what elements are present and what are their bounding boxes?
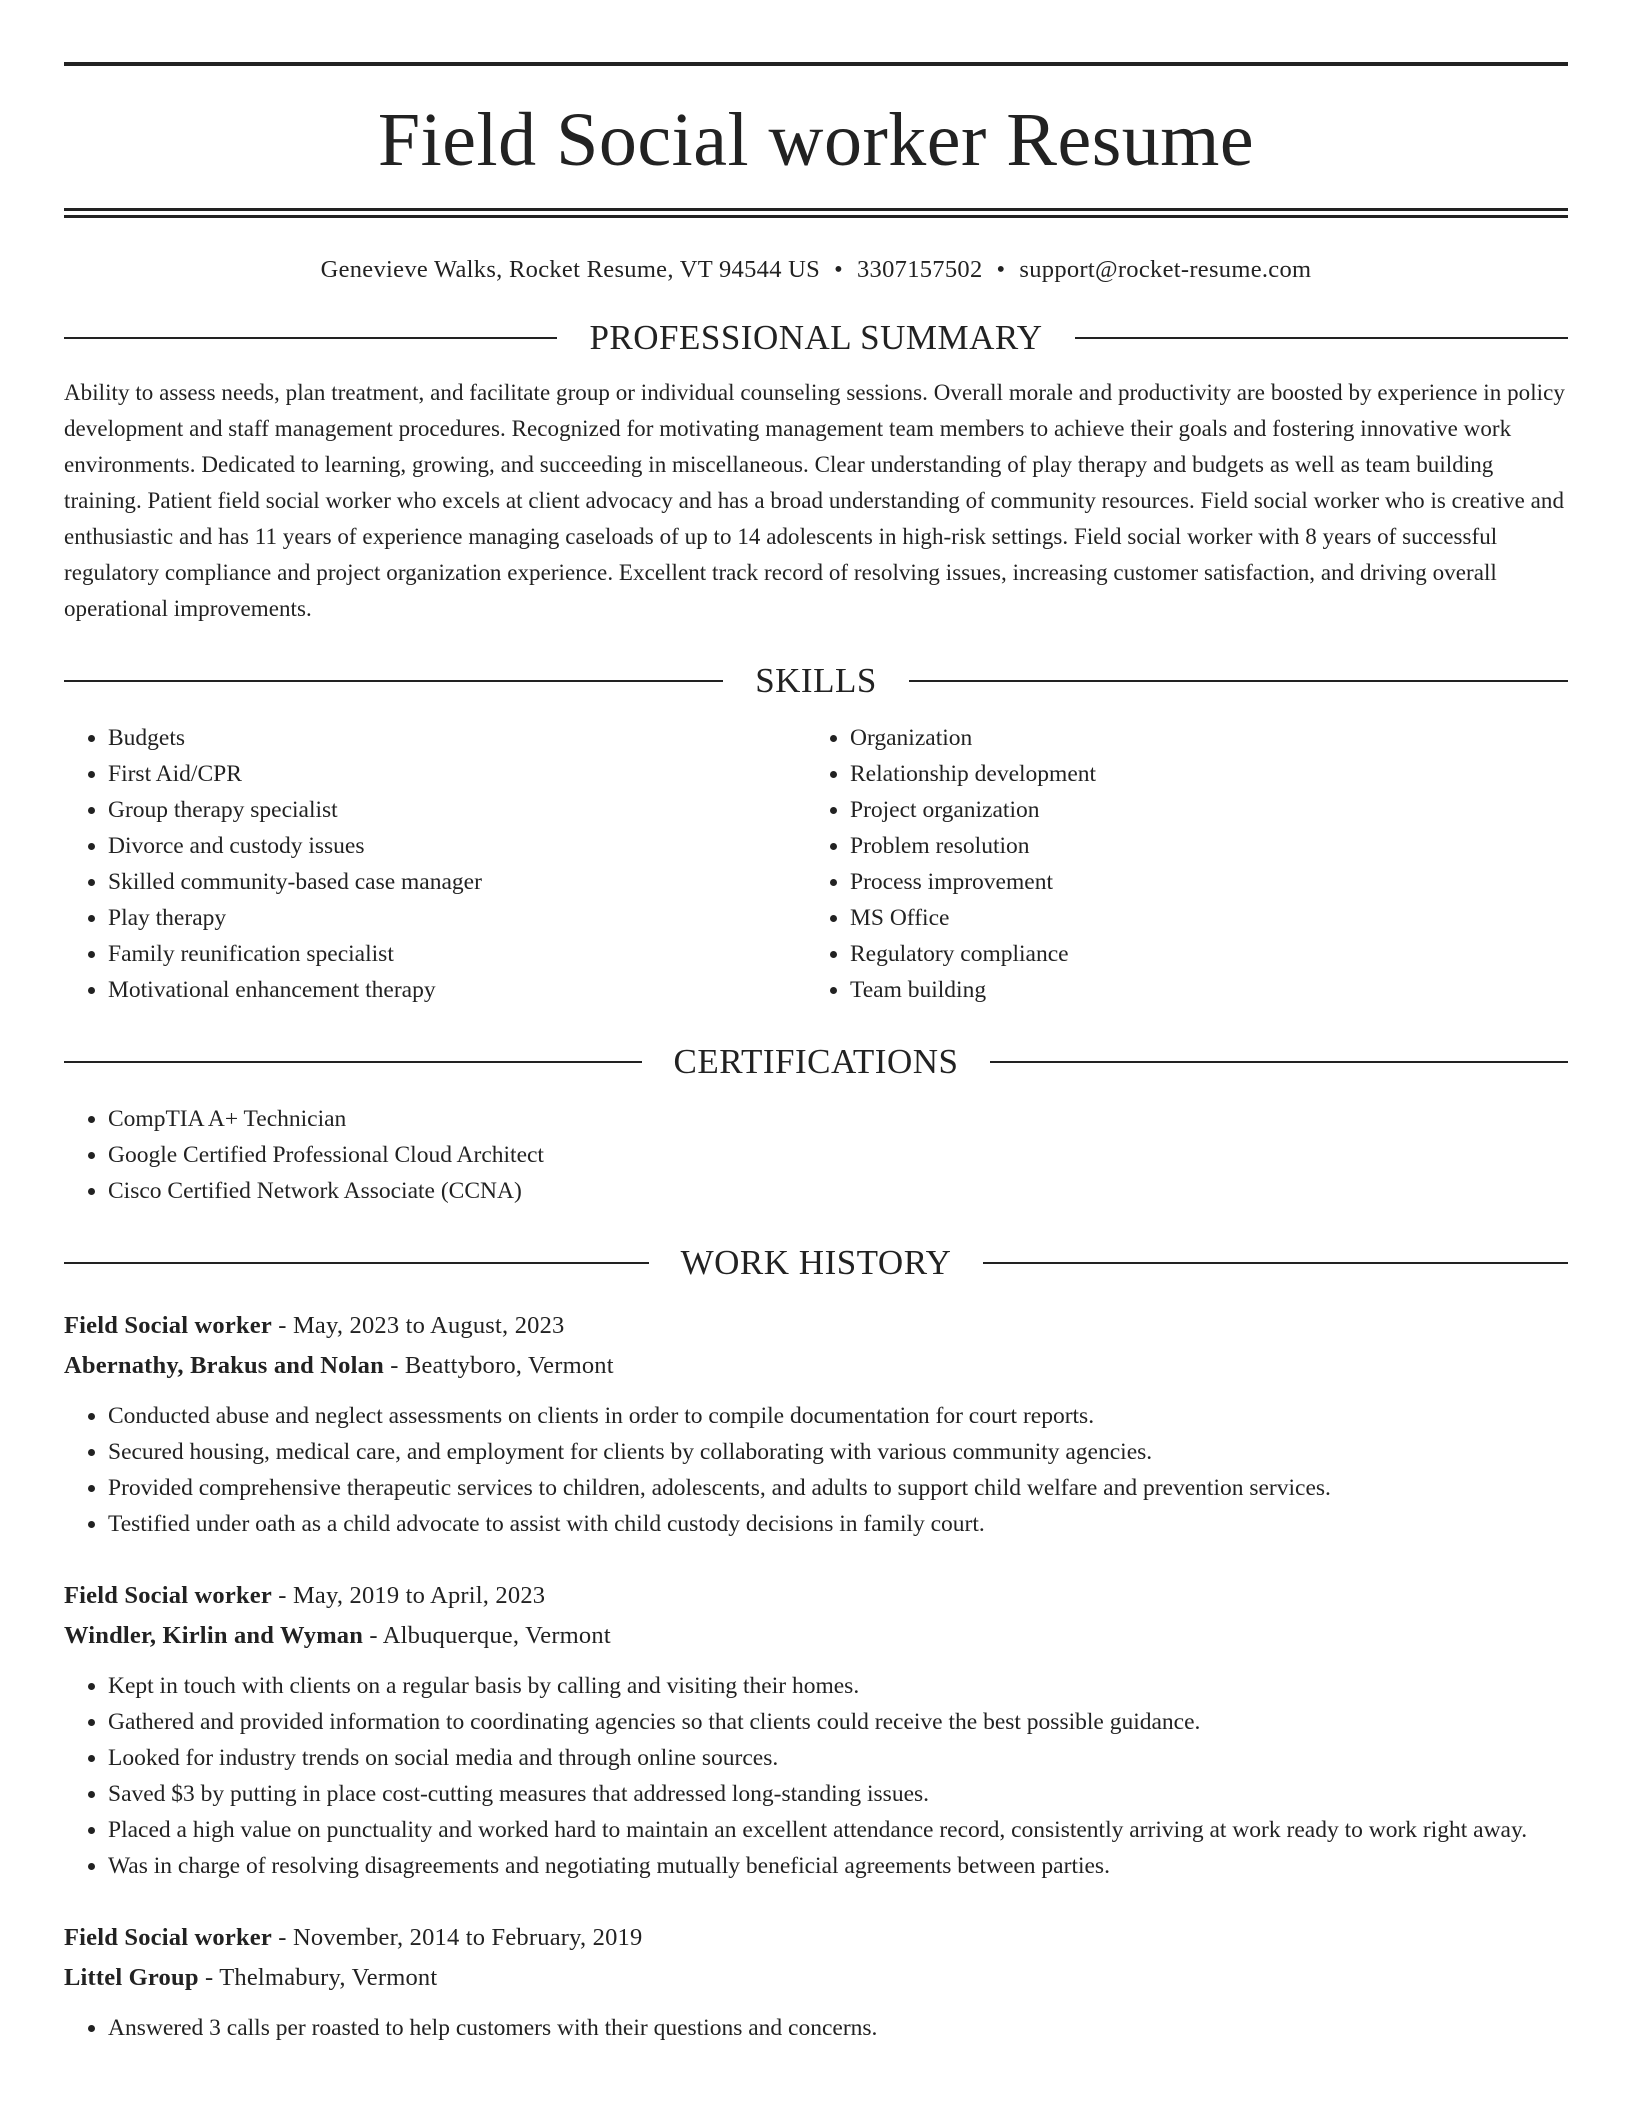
heading-rule bbox=[983, 1262, 1568, 1264]
section-title: PROFESSIONAL SUMMARY bbox=[589, 318, 1043, 357]
section-title: CERTIFICATIONS bbox=[673, 1042, 959, 1081]
list-item: • Project organization bbox=[850, 792, 1548, 828]
job-duty-item: • Placed a high value on punctuality and worked hard to maintain an excellent attendance record, consistently arriving at work ready to work right away. bbox=[108, 1812, 1568, 1848]
job-duty-item: • Answered 3 calls per roasted to help customers with their questions and concerns. bbox=[108, 2010, 1568, 2046]
job-dates: - November, 2014 to February, 2019 bbox=[271, 1924, 643, 1951]
section-title: WORK HISTORY bbox=[680, 1243, 952, 1282]
header-top-rule bbox=[64, 62, 1568, 66]
job-duty-item: • Secured housing, medical care, and employment for clients by collaborating with various community agencies. bbox=[108, 1434, 1568, 1470]
section-heading-certifications bbox=[64, 1044, 1568, 1079]
job-duty-item: • Kept in touch with clients on a regular basis by calling and visiting their homes. bbox=[108, 1668, 1568, 1704]
job-company: Windler, Kirlin and Wyman bbox=[64, 1622, 364, 1649]
job-duty-item: • Provided comprehensive therapeutic services to children, adolescents, and adults to support child welfare and prevention services. bbox=[108, 1470, 1568, 1506]
job-location: - Albuquerque, Vermont bbox=[363, 1622, 611, 1649]
header-double-rule bbox=[64, 208, 1568, 218]
work-history-list bbox=[64, 1306, 1568, 2046]
list-item: • Problem resolution bbox=[850, 828, 1548, 864]
contact-separator: • bbox=[834, 256, 843, 283]
skills-list-right bbox=[806, 720, 1548, 1008]
contact-separator: • bbox=[996, 256, 1006, 283]
list-item: • Relationship development bbox=[850, 756, 1548, 792]
job-duty-item: • Looked for industry trends on social media and through online sources. bbox=[108, 1740, 1568, 1776]
contact-email: support@rocket-resume.com bbox=[1019, 256, 1312, 283]
section-heading-summary bbox=[64, 320, 1568, 355]
section-heading-skills bbox=[64, 663, 1568, 698]
list-item: • Family reunification specialist bbox=[108, 936, 806, 972]
job-company: Abernathy, Brakus and Nolan bbox=[64, 1352, 384, 1379]
list-item: • Motivational enhancement therapy bbox=[108, 972, 806, 1008]
list-item: • Divorce and custody issues bbox=[108, 828, 806, 864]
list-item: • CompTIA A+ Technician bbox=[108, 1101, 1568, 1137]
job-duty-item: • Conducted abuse and neglect assessments on clients in order to compile documentation for court reports. bbox=[108, 1398, 1568, 1434]
job-entry bbox=[64, 1306, 1568, 1542]
section-heading-work bbox=[64, 1245, 1568, 1280]
heading-rule bbox=[64, 337, 557, 339]
certifications-block bbox=[64, 1101, 1568, 1209]
heading-rule bbox=[909, 680, 1568, 682]
job-title: Field Social worker bbox=[64, 1312, 272, 1339]
list-item: • Budgets bbox=[108, 720, 806, 756]
job-title-line bbox=[64, 1576, 1568, 1616]
resume-title: Field Social worker Resume bbox=[377, 98, 1255, 182]
skills-column-right bbox=[806, 720, 1548, 1008]
job-company-line bbox=[64, 1616, 1568, 1656]
job-location: - Beattyboro, Vermont bbox=[383, 1352, 614, 1379]
job-company-line bbox=[64, 1346, 1568, 1386]
job-company: Littel Group bbox=[64, 1964, 199, 1991]
skills-list bbox=[64, 720, 1568, 1008]
job-entry bbox=[64, 1918, 1568, 2046]
list-item: • Google Certified Professional Cloud Architect bbox=[108, 1137, 1568, 1173]
list-item: • Group therapy specialist bbox=[108, 792, 806, 828]
list-item: • Play therapy bbox=[108, 900, 806, 936]
job-duties-list bbox=[64, 2010, 1568, 2046]
list-item: • MS Office bbox=[850, 900, 1548, 936]
list-item: • Organization bbox=[850, 720, 1548, 756]
job-duty-item: • Testified under oath as a child advocate to assist with child custody decisions in family court. bbox=[108, 1506, 1568, 1542]
job-duty-item: • Saved $3 by putting in place cost-cutting measures that addressed long-standing issues. bbox=[108, 1776, 1568, 1812]
job-duty-item: • Gathered and provided information to coordinating agencies so that clients could receive the best possible guidance. bbox=[108, 1704, 1568, 1740]
list-item: • Cisco Certified Network Associate (CCNA) bbox=[108, 1173, 1568, 1209]
job-dates: - May, 2019 to April, 2023 bbox=[271, 1582, 546, 1609]
resume-page bbox=[64, 62, 1568, 2046]
job-duties-list bbox=[64, 1668, 1568, 1884]
job-company-line bbox=[64, 1958, 1568, 1998]
job-duties-list bbox=[64, 1398, 1568, 1542]
job-duty-item: • Was in charge of resolving disagreements and negotiating mutually beneficial agreements between parties. bbox=[108, 1848, 1568, 1884]
list-item: • First Aid/CPR bbox=[108, 756, 806, 792]
job-title: Field Social worker bbox=[64, 1924, 272, 1951]
section-title: SKILLS bbox=[755, 661, 877, 700]
certifications-list bbox=[64, 1101, 1568, 1209]
heading-rule bbox=[990, 1061, 1568, 1063]
summary-paragraph: Ability to assess needs, plan treatment, and facilitate group or individual counseling sessions. Overall morale and productivity are boosted by experience in policy development and staff management procedures. Recognized for motivating management team members to achieve their goals and fostering innovative work environments. Dedicated to learning, growing, and succeeding in miscellaneous. Clear understanding of play therapy and budgets as well as team building training. Patient field social worker who excels at client advocacy and has a broad understanding of community resources. Field social worker who is creative and enthusiastic and has 11 years of experience managing caseloads of up to 14 adolescents in high-risk settings. Field social worker with 8 years of successful regulatory compliance and project organization experience. Excellent track record of resolving issues, increasing customer satisfaction, and driving overall operational improvements. bbox=[64, 380, 1565, 621]
contact-line bbox=[64, 256, 1568, 284]
heading-rule bbox=[64, 680, 723, 682]
heading-rule bbox=[64, 1262, 649, 1264]
skills-column-left bbox=[64, 720, 806, 1008]
job-entry bbox=[64, 1576, 1568, 1884]
heading-rule bbox=[64, 1061, 642, 1063]
heading-rule bbox=[1075, 337, 1568, 339]
list-item: • Team building bbox=[850, 972, 1548, 1008]
job-title-line bbox=[64, 1306, 1568, 1346]
contact-phone: 3307157502 bbox=[857, 256, 983, 283]
job-title: Field Social worker bbox=[64, 1582, 272, 1609]
job-dates: - May, 2023 to August, 2023 bbox=[271, 1312, 565, 1339]
job-title-line bbox=[64, 1918, 1568, 1958]
skills-list-left bbox=[64, 720, 806, 1008]
contact-address: Genevieve Walks, Rocket Resume, VT 94544 US bbox=[320, 256, 821, 283]
list-item: • Regulatory compliance bbox=[850, 936, 1548, 972]
list-item: • Process improvement bbox=[850, 864, 1548, 900]
list-item: • Skilled community-based case manager bbox=[108, 864, 806, 900]
job-location: - Thelmabury, Vermont bbox=[198, 1964, 438, 1991]
